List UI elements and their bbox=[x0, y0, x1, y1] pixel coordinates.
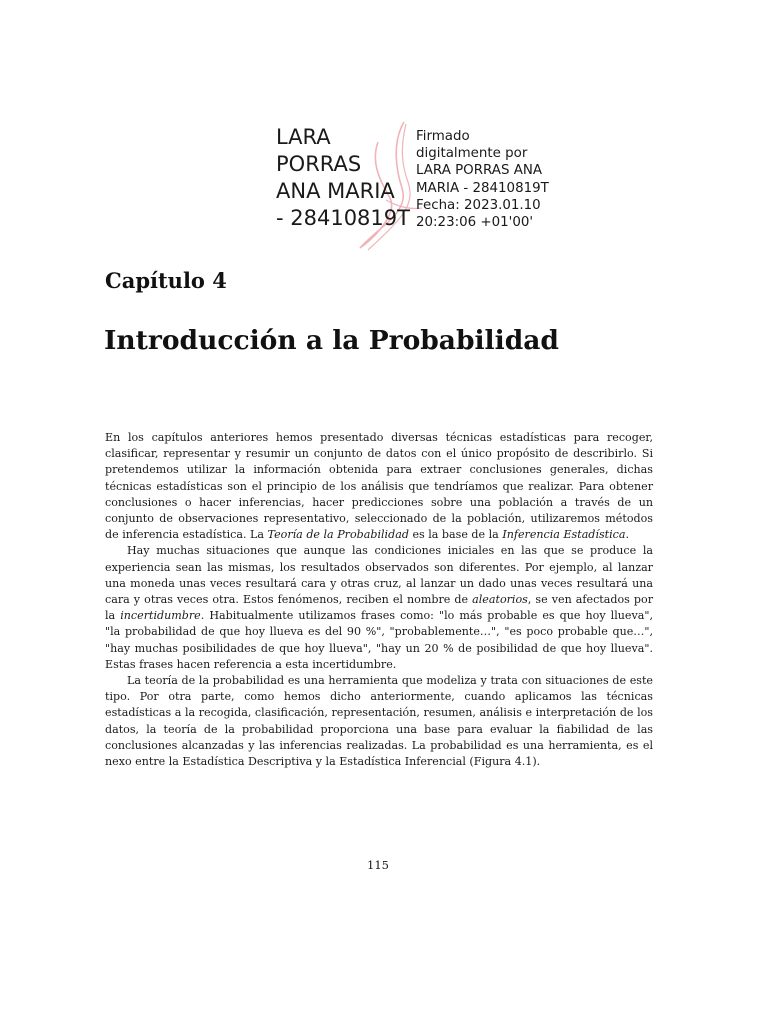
paragraph bbox=[105, 430, 653, 543]
italic-term: Teoría de la Probabilidad bbox=[267, 528, 409, 542]
signature-detail-line: LARA PORRAS ANA bbox=[416, 163, 543, 179]
paragraph bbox=[105, 543, 653, 673]
italic-term: incertidumbre bbox=[120, 609, 201, 623]
text-run: . Habitualmente utilizamos frases como: "lo más probable es que hoy llueva", "la probabilidad de que hoy llueva es del 90 %", "probablemente…", "es poco probable que…", "hay muchas posibilidades de que hoy llueva", "hay un 20 % de posibilidad de que hoy llueva". Estas frases hacen referencia a esta incertidumbre. bbox=[105, 609, 653, 671]
signature-detail-line: MARIA - 28410819T bbox=[416, 180, 549, 196]
text-run: . bbox=[625, 528, 630, 542]
chapter-label: Capítulo 4 bbox=[105, 268, 227, 293]
signer-name-line: LARA bbox=[276, 125, 331, 149]
text-run: Hay muchas situaciones que aunque las condiciones iniciales en las que se produce la experiencia sean las mismas, los resultados observados son diferentes. Por ejemplo, al lanzar una moneda unas veces resultará cara y otras cruz, al lanzar un dado unas veces resultará una cara y otras veces otra. Estos fenómenos, reciben el nombre de bbox=[105, 544, 653, 607]
signer-name-line: - 28410819T bbox=[276, 206, 410, 230]
signature-detail-line: digitalmente por bbox=[416, 146, 528, 162]
signer-name-line: ANA MARIA bbox=[276, 179, 395, 203]
body-text bbox=[105, 430, 653, 770]
text-run: , se ven afectados por la bbox=[105, 593, 653, 623]
italic-term: Inferencia Estadística bbox=[502, 528, 626, 542]
signature-detail-line: 20:23:06 +01'00' bbox=[416, 215, 534, 231]
paragraph bbox=[105, 673, 653, 770]
chapter-title: Introducción a la Probabilidad bbox=[104, 325, 559, 356]
page-number: 115 bbox=[367, 858, 389, 872]
signature-details bbox=[416, 128, 566, 231]
text-run: En los capítulos anteriores hemos presentado diversas técnicas estadísticas para recoger, clasificar, representar y resumir un conjunto de datos con el único propósito de describirlo. Si pretendemos utilizar la información obtenida para extraer conclusiones generales, dichas técnicas estadísticas son el principio de los análisis que tendríamos que realizar. Para obtener conclusiones o hacer inferencias, hacer predicciones sobre una población a través de un conjunto de observaciones representativo, seleccionado de la población, utilizaremos métodos de inferencia estadística. La bbox=[105, 431, 653, 542]
text-run: es la base de la bbox=[408, 528, 503, 542]
signature-detail-line: Firmado bbox=[416, 129, 470, 144]
signer-name bbox=[276, 124, 426, 232]
signature-detail-line: Fecha: 2023.01.10 bbox=[416, 197, 541, 213]
italic-term: aleatorios bbox=[472, 593, 528, 607]
text-run: La teoría de la probabilidad es una herramienta que modeliza y trata con situaciones de este tipo. Por otra parte, como hemos dicho anteriormente, cuando aplicamos las técnicas estadísticas a la recogida, clasificación, representación, resumen, análisis e interpretación de los datos, la teoría de la probabilidad proporciona una base para evaluar la fiabilidad de las conclusiones alcanzadas y las inferencias realizadas. La probabilidad es una herramienta, es el nexo entre la Estadística Descriptiva y la Estadística Inferencial (Figura 4.1). bbox=[105, 674, 653, 769]
signer-name-line: PORRAS bbox=[276, 152, 362, 176]
